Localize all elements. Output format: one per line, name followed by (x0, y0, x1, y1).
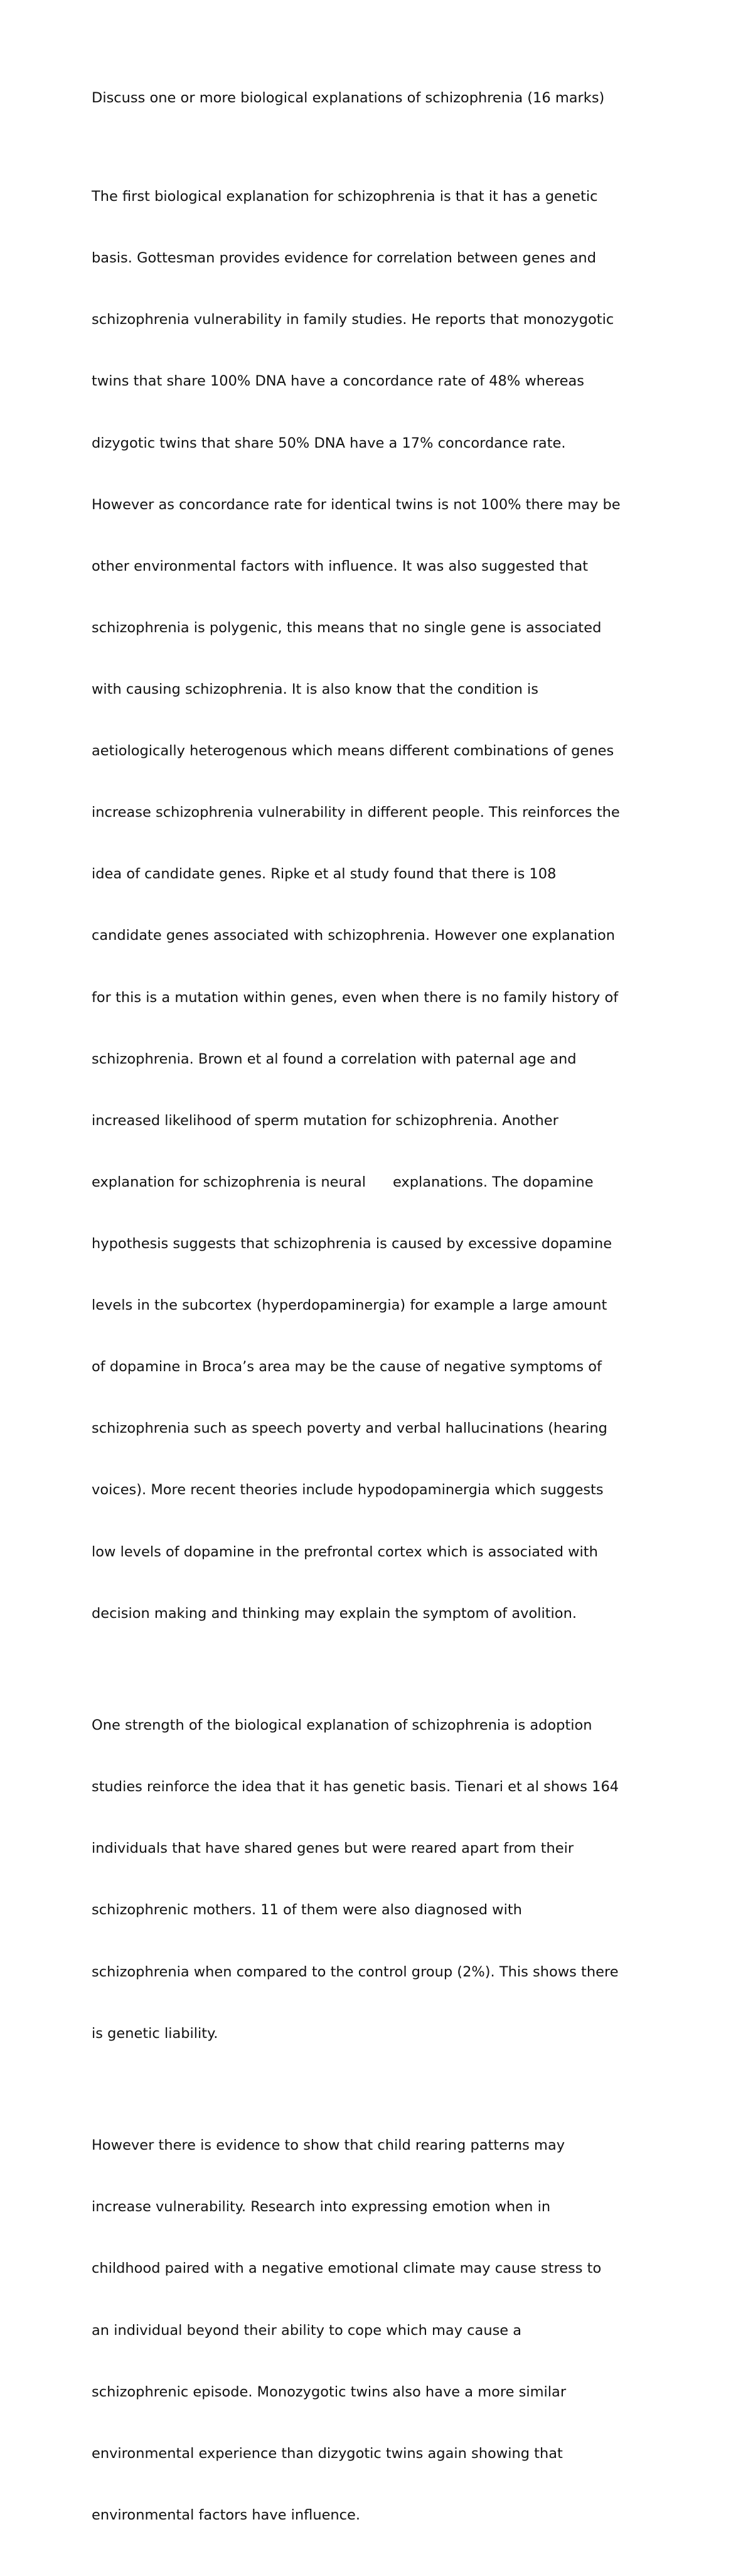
text-line: basis. Gottesman provides evidence for correlation between genes and (92, 250, 596, 267)
text-line: dizygotic twins that share 50% DNA have a 17% concordance rate. (92, 434, 566, 451)
text-line: However as concordance rate for identical twins is not 100% there may be (92, 496, 621, 513)
text-line: increase vulnerability. Research into expressing emotion when in (92, 2199, 551, 2216)
text-line: schizophrenic mothers. 11 of them were also diagnosed with (92, 1902, 522, 1919)
text-line: schizophrenia vulnerability in family studies. He reports that monozygotic (92, 311, 614, 328)
text-line: schizophrenia. Brown et al found a correlation with paternal age and (92, 1050, 577, 1067)
text-line: decision making and thinking may explain the symptom of avolition. (92, 1605, 577, 1622)
text-line: for this is a mutation within genes, even when there is no family history of (92, 989, 619, 1006)
text-line: is genetic liability. (92, 2025, 218, 2042)
paragraph-genetic-and-neural-explanations (92, 146, 675, 1665)
text-line: childhood paired with a negative emotional climate may cause stress to (92, 2260, 602, 2277)
text-line: an individual beyond their ability to cope which may cause a (92, 2322, 522, 2339)
text-line: schizophrenic episode. Monozygotic twins also have a more similar (92, 2383, 567, 2400)
text-line: environmental experience than dizygotic twins again showing that (92, 2445, 563, 2462)
text-line: schizophrenia when compared to the control group (2%). This shows there (92, 1963, 619, 1980)
text-line: increased likelihood of sperm mutation for schizophrenia. Another (92, 1112, 558, 1129)
text-line: hypothesis suggests that schizophrenia is caused by excessive dopamine (92, 1235, 612, 1252)
text-line: twins that share 100% DNA have a concordance rate of 48% whereas (92, 373, 585, 390)
text-line: aetiologically heterogenous which means different combinations of genes (92, 743, 614, 760)
text-line: low levels of dopamine in the prefrontal cortex which is associated with (92, 1543, 598, 1560)
text-line: with causing schizophrenia. It is also know that the condition is (92, 681, 539, 698)
text-line: explanation for schizophrenia is neural explanations. The dopamine (92, 1173, 594, 1190)
text-line: individuals that have shared genes but were reared apart from their (92, 1840, 574, 1857)
document-body (92, 88, 675, 2576)
text-line: schizophrenia is polygenic, this means that no single gene is associated (92, 619, 602, 636)
text-line: studies reinforce the idea that it has genetic basis. Tienari et al shows 164 (92, 1779, 619, 1796)
paragraph-environmental-factors (92, 2094, 675, 2567)
text-line: voices). More recent theories include hypodopaminergia which suggests (92, 1482, 604, 1499)
text-line: candidate genes associated with schizophrenia. However one explanation (92, 927, 616, 944)
text-line: One strength of the biological explanation of schizophrenia is adoption (92, 1717, 592, 1734)
text-line: levels in the subcortex (hyperdopaminergia) for example a large amount (92, 1297, 607, 1314)
text-line: increase schizophrenia vulnerability in different people. This reinforces the (92, 804, 620, 821)
document-title: Discuss one or more biological explanations of schizophrenia (16 marks) (92, 90, 605, 106)
text-line: However there is evidence to show that child rearing patterns may (92, 2137, 565, 2154)
text-line: The first biological explanation for schizophrenia is that it has a genetic (92, 188, 598, 205)
text-line: of dopamine in Broca’s area may be the cause of negative symptoms of (92, 1359, 602, 1376)
text-line: idea of candidate genes. Ripke et al study found that there is 108 (92, 866, 557, 883)
text-line: environmental factors have influence. (92, 2506, 361, 2523)
text-line: schizophrenia such as speech poverty and verbal hallucinations (hearing (92, 1420, 607, 1437)
text-line: other environmental factors with influence. It was also suggested that (92, 558, 589, 574)
paragraph-adoption-studies-strength (92, 1674, 675, 2085)
